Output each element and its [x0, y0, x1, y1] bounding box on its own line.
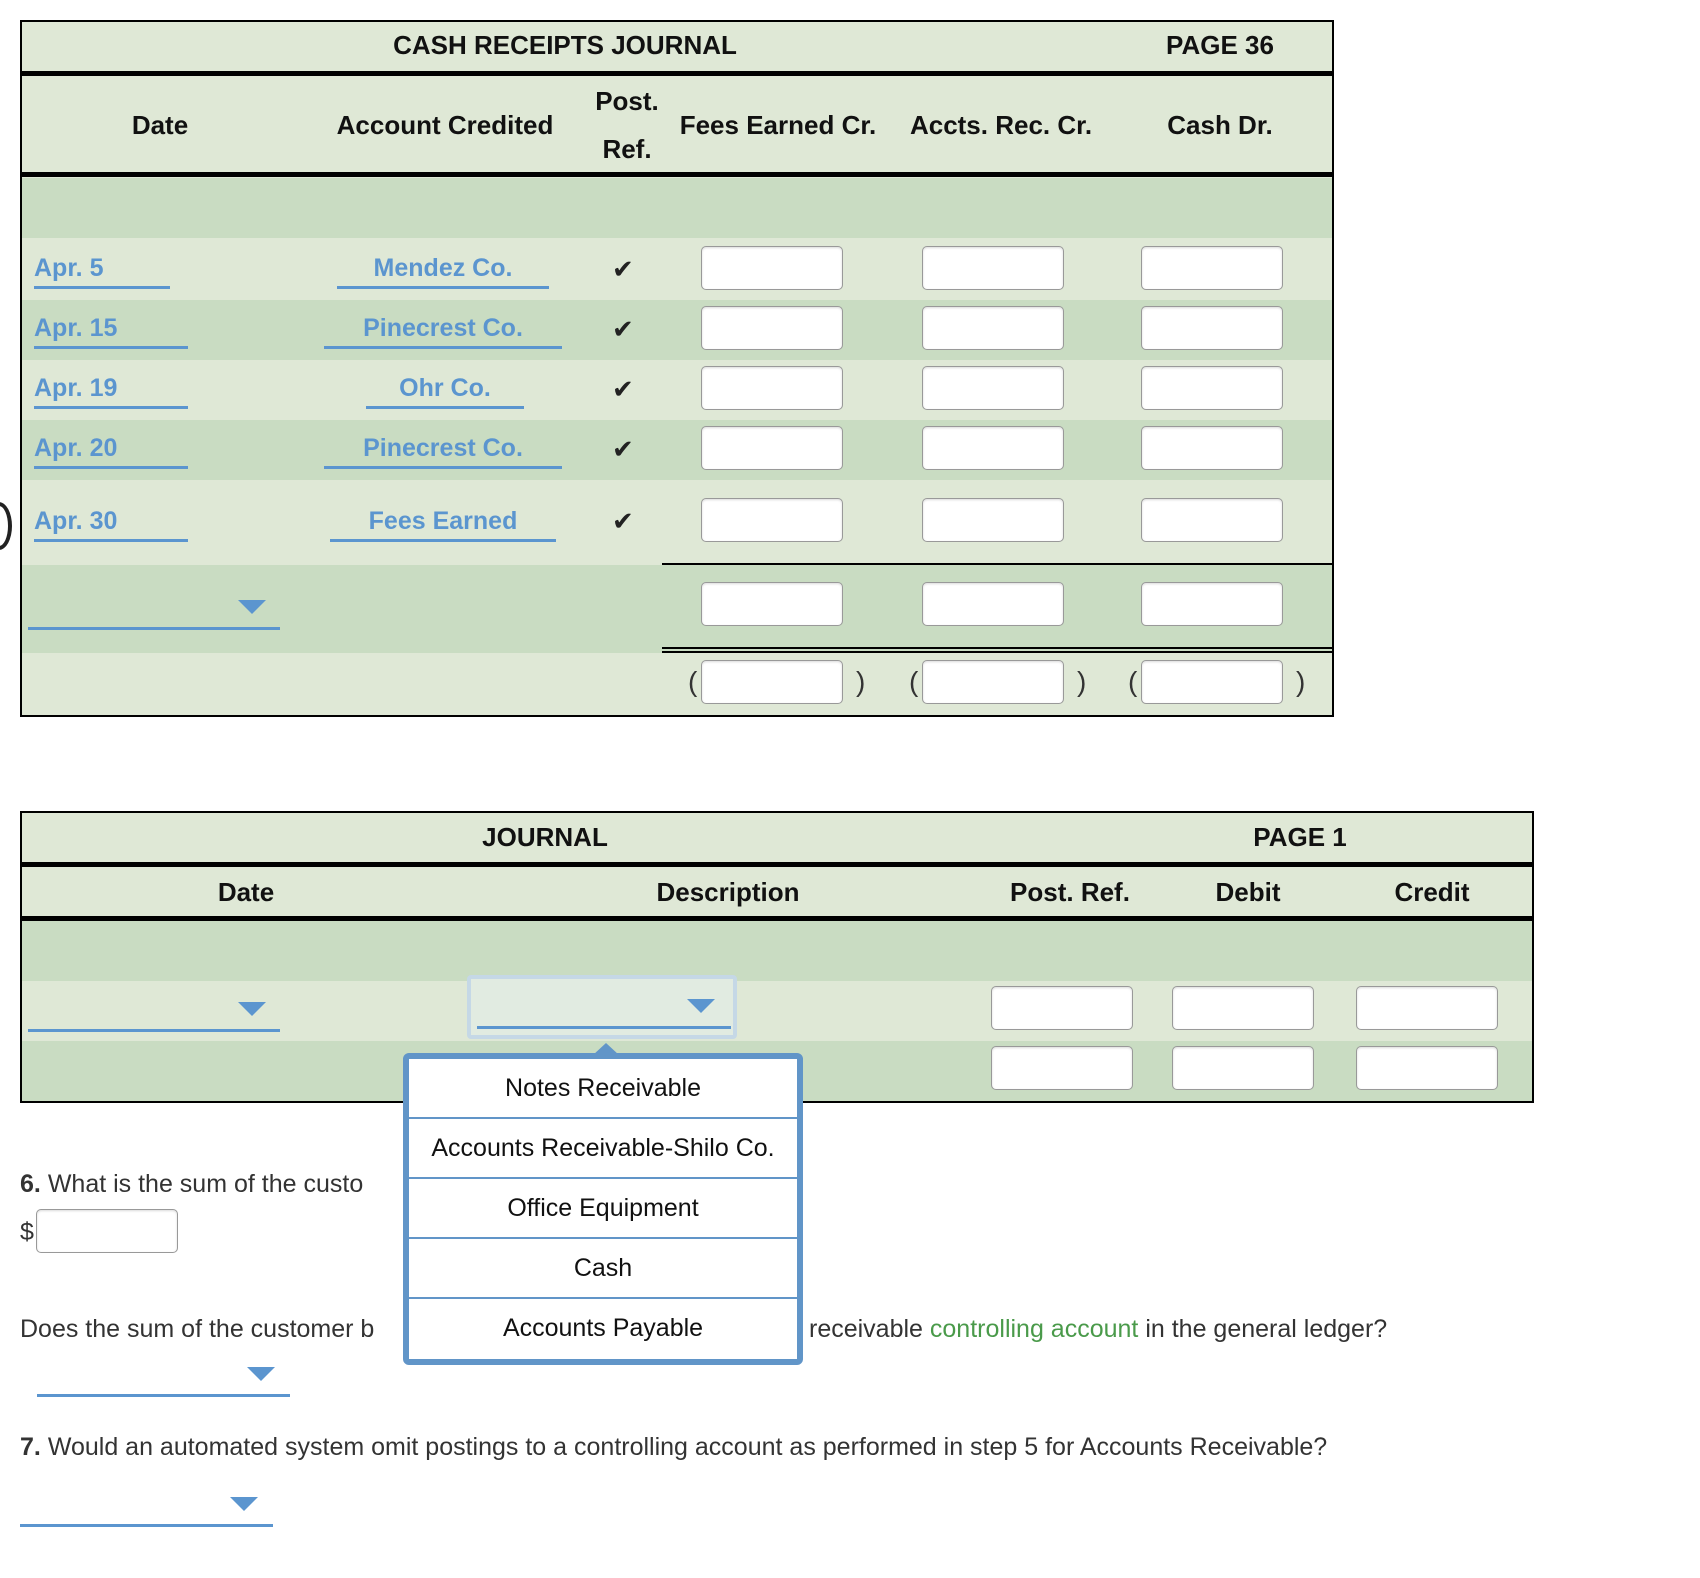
- journal-debit-input[interactable]: [1172, 1046, 1314, 1090]
- fees-earned-total-input[interactable]: [701, 582, 843, 626]
- question-7: [20, 1433, 1327, 1462]
- accts-rec-postref-input[interactable]: [922, 660, 1064, 704]
- paren-close: ): [1296, 666, 1306, 697]
- journal-credit-input[interactable]: [1356, 1046, 1498, 1090]
- cash-dr-input[interactable]: [1141, 426, 1283, 470]
- journal-col-date: Date: [217, 877, 275, 907]
- check-icon: ✔: [612, 434, 634, 464]
- cash-dr-input[interactable]: [1141, 498, 1283, 542]
- crj-row-account[interactable]: Pinecrest Co.: [324, 310, 562, 349]
- question-6-text: What is the sum of the custo: [47, 1170, 364, 1198]
- fees-earned-input[interactable]: [701, 498, 843, 542]
- crj-blank-band: [22, 178, 1332, 238]
- question-6: [20, 1170, 363, 1199]
- crj-header-rule: [21, 71, 1333, 76]
- crj-row-date[interactable]: Apr. 20: [34, 430, 188, 469]
- journal-page-number: PAGE 1: [1253, 822, 1347, 852]
- cash-dr-input[interactable]: [1141, 306, 1283, 350]
- crj-col-cash: Cash Dr.: [1167, 110, 1273, 140]
- crj-col-accts: Accts. Rec. Cr.: [909, 110, 1093, 140]
- journal-col-debit: Debit: [1215, 877, 1281, 907]
- journal-col-postref: Post. Ref.: [1010, 877, 1130, 907]
- journal-blank-band: [22, 921, 1532, 981]
- question-6-number: 6.: [20, 1170, 41, 1198]
- chevron-down-icon: [238, 600, 266, 614]
- customer-balance-sum-input[interactable]: [36, 1209, 178, 1253]
- description-dropdown-focus[interactable]: [467, 975, 737, 1039]
- crj-row-date[interactable]: Apr. 19: [34, 370, 188, 409]
- journal-title: JOURNAL: [482, 822, 608, 852]
- crj-col-postref-2: Ref.: [602, 134, 652, 164]
- cash-dr-input[interactable]: [1141, 246, 1283, 290]
- question-6b-tail-1: receivable: [809, 1315, 923, 1343]
- journal-postref-input[interactable]: [991, 1046, 1133, 1090]
- crj-row-account[interactable]: Ohr Co.: [366, 370, 524, 409]
- edge-bracket: [0, 502, 12, 550]
- crj-total-rule: [662, 563, 1332, 565]
- fees-earned-input[interactable]: [701, 366, 843, 410]
- accts-rec-input[interactable]: [922, 498, 1064, 542]
- description-dropdown[interactable]: [477, 989, 731, 1029]
- menu-option-accounts-payable[interactable]: Accounts Payable: [502, 1314, 704, 1342]
- crj-col-date: Date: [131, 110, 189, 140]
- question-6b-tail-2: in the general ledger?: [1145, 1315, 1388, 1343]
- question-7-number: 7.: [20, 1433, 41, 1461]
- check-icon: ✔: [612, 506, 634, 536]
- journal-date-dropdown[interactable]: [28, 992, 280, 1032]
- question-7-text: Would an automated system omit postings to a controlling account as performed in step 5 for Accounts Receivable?: [47, 1433, 1328, 1461]
- paren-open: (: [909, 666, 919, 697]
- accts-rec-input[interactable]: [922, 426, 1064, 470]
- cash-dr-input[interactable]: [1141, 366, 1283, 410]
- question-7-answer-dropdown[interactable]: [20, 1487, 273, 1527]
- description-options-menu: [403, 1053, 803, 1365]
- crj-double-rule: [662, 651, 1332, 653]
- menu-option-accounts-receivable-shilo[interactable]: Accounts Receivable-Shilo Co.: [409, 1119, 797, 1179]
- paren-open: (: [1128, 666, 1138, 697]
- crj-row-account[interactable]: Pinecrest Co.: [324, 430, 562, 469]
- question-6b-end: [809, 1315, 1387, 1344]
- journal-debit-input[interactable]: [1172, 986, 1314, 1030]
- journal-col-credit: Credit: [1394, 877, 1470, 907]
- cash-dr-postref-input[interactable]: [1141, 660, 1283, 704]
- question-6b-start: Does the sum of the customer b: [20, 1315, 375, 1343]
- accts-rec-total-input[interactable]: [922, 582, 1064, 626]
- dollar-sign: $: [20, 1218, 34, 1246]
- crj-col-account: Account Credited: [336, 110, 554, 140]
- crj-col-fees: Fees Earned Cr.: [679, 110, 877, 140]
- accts-rec-input[interactable]: [922, 246, 1064, 290]
- crj-double-rule: [662, 647, 1332, 649]
- fees-earned-input[interactable]: [701, 246, 843, 290]
- cash-dr-total-input[interactable]: [1141, 582, 1283, 626]
- check-icon: ✔: [612, 374, 634, 404]
- check-icon: ✔: [612, 314, 634, 344]
- chevron-down-icon: [230, 1497, 258, 1511]
- crj-col-postref: Post.: [595, 86, 659, 116]
- fees-earned-input[interactable]: [701, 426, 843, 470]
- menu-option-notes-receivable[interactable]: Notes Receivable: [409, 1059, 797, 1119]
- crj-total-date-dropdown[interactable]: [28, 590, 280, 630]
- fees-earned-input[interactable]: [701, 306, 843, 350]
- accts-rec-input[interactable]: [922, 306, 1064, 350]
- paren-open: (: [688, 666, 698, 697]
- journal-header-rule: [21, 862, 1533, 867]
- accts-rec-input[interactable]: [922, 366, 1064, 410]
- chevron-down-icon: [238, 1002, 266, 1016]
- crj-row-band: [22, 420, 1332, 480]
- crj-row-band: [22, 300, 1332, 360]
- crj-row-date[interactable]: Apr. 15: [34, 310, 188, 349]
- journal-col-description: Description: [656, 877, 800, 907]
- chevron-down-icon: [247, 1367, 275, 1381]
- journal-postref-input[interactable]: [991, 986, 1133, 1030]
- paren-close: ): [856, 666, 866, 697]
- crj-title: CASH RECEIPTS JOURNAL: [393, 30, 737, 60]
- crj-row-date[interactable]: Apr. 5: [34, 250, 170, 289]
- crj-page-number: PAGE 36: [1166, 30, 1274, 60]
- journal-credit-input[interactable]: [1356, 986, 1498, 1030]
- menu-option-cash[interactable]: Cash: [409, 1239, 797, 1299]
- crj-row-account[interactable]: Mendez Co.: [337, 250, 549, 289]
- paren-close: ): [1077, 666, 1087, 697]
- menu-option-office-equipment[interactable]: Office Equipment: [409, 1179, 797, 1239]
- chevron-down-icon: [687, 999, 715, 1013]
- question-6-answer-dropdown[interactable]: [37, 1357, 290, 1397]
- crj-row-account[interactable]: Fees Earned: [330, 503, 556, 542]
- controlling-account-link[interactable]: controlling account: [929, 1315, 1139, 1343]
- fees-earned-postref-input[interactable]: [701, 660, 843, 704]
- crj-row-date[interactable]: Apr. 30: [34, 503, 188, 542]
- check-icon: ✔: [612, 254, 634, 284]
- crj-columns-rule: [21, 172, 1333, 177]
